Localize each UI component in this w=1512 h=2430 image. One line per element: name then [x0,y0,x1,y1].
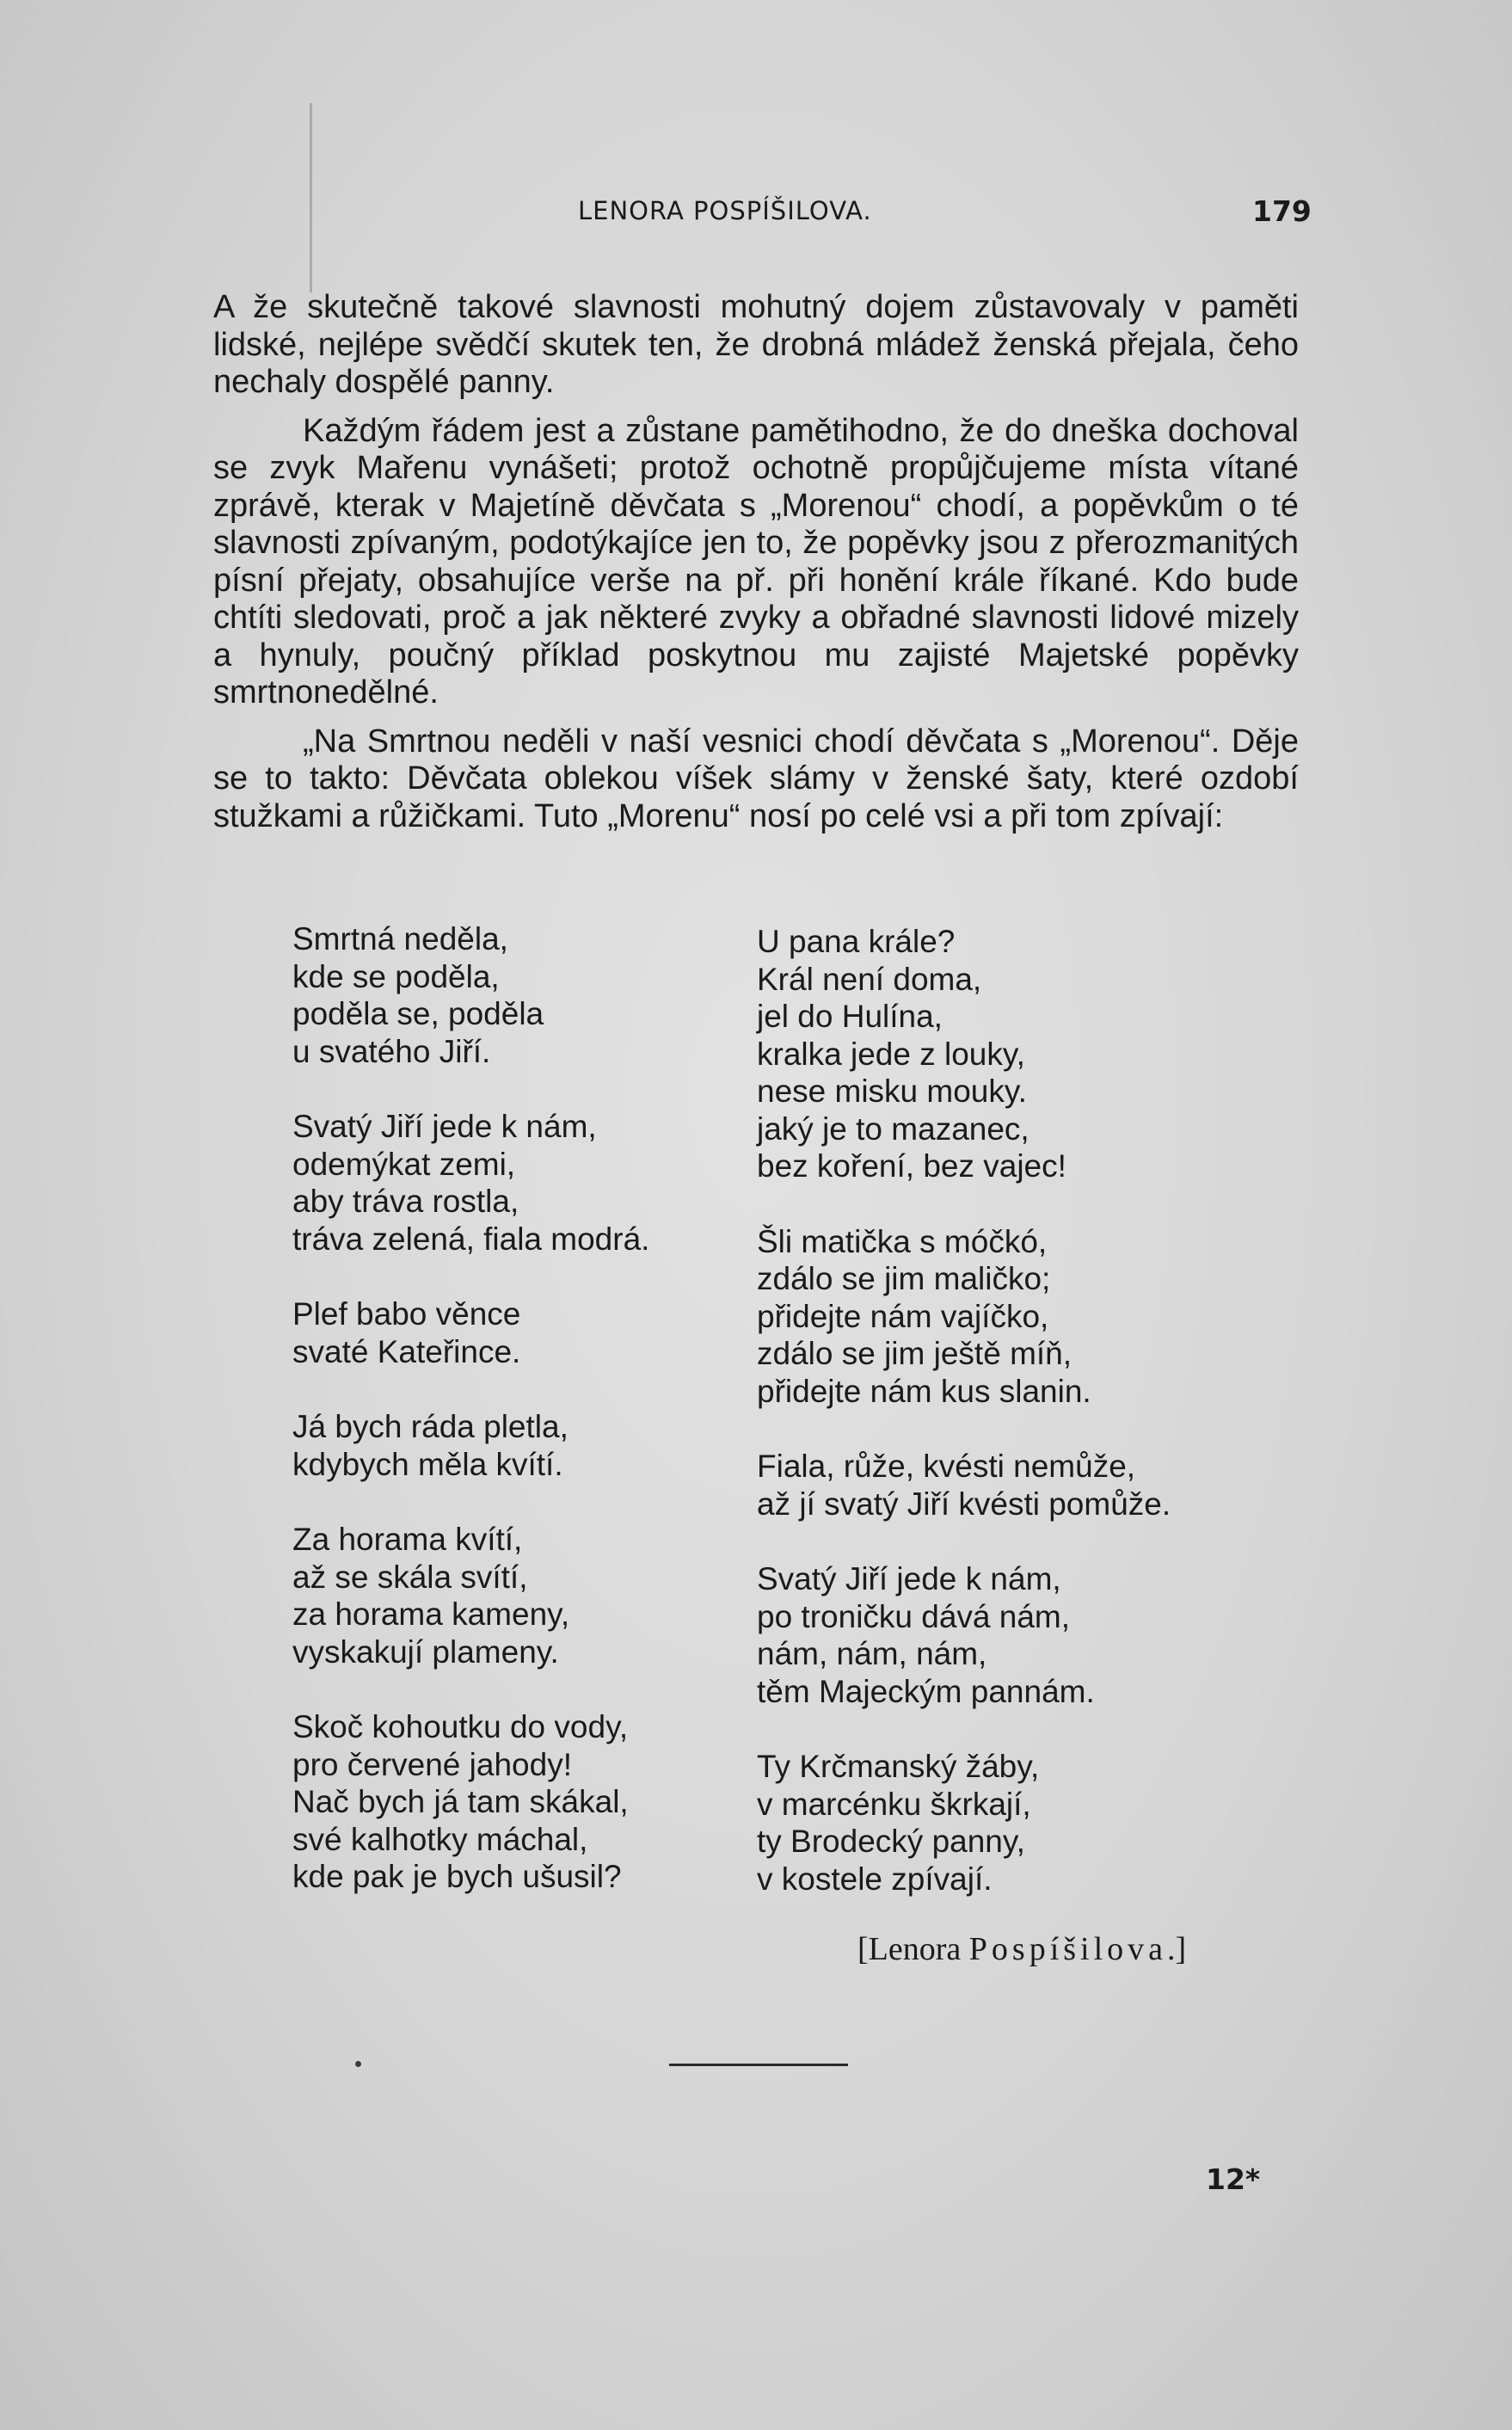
poem-stanza [292,1108,740,1258]
poem-verse-line: odemýkat zemi, [292,1146,516,1182]
poem-stanza [292,1408,740,1483]
poem-verse-line: Já bych ráda pletla, [292,1409,569,1444]
signature-open: [Lenora [857,1931,969,1967]
poem-verse-line: těm Majeckým pannám. [757,1673,1095,1709]
poem-verse-line: zdálo se jim maličko; [757,1261,1051,1296]
poem-verse-line: Za horama kvítí, [292,1522,523,1557]
paragraph: „Na Smrtnou neděli v naší vesnici chodí děvčata s „Morenou“. Děje se to takto: Děvčata oblekou víšek slámy v ženské šaty, které ozdobí stužkami a růžičkami. Tuto „Morenu“ nosí po celé vsi a při tom zpívají: [213,723,1299,834]
poem-stanza [757,1560,1238,1710]
author-signature [857,1930,1186,1968]
poem-verse-line: kde pak je bych ušusil? [292,1859,622,1894]
poem-verse-line: přidejte nám kus slanin. [757,1373,1091,1409]
poem-verse-line: kralka jede z louky, [757,1036,1025,1072]
poem-stanza [757,1223,1238,1411]
poem-verse-line: Ty Krčmanský žáby, [757,1749,1040,1784]
poem-verse-line: nám, nám, nám, [757,1636,987,1671]
poem-verse-line: jaký je to mazanec, [757,1110,1030,1147]
poem-verse-line: tráva zelená, fiala modrá. [292,1221,650,1257]
stray-dot [355,2061,361,2067]
poem-stanza [292,920,740,1070]
poem-verse-line: Svatý Jiří jede k nám, [292,1109,597,1144]
poem-verse-line: přidejte nám vajíčko, [757,1298,1049,1334]
poem-left-column [292,920,740,1934]
section-divider [669,2064,848,2066]
poem-verse-line: nese misku mouky. [757,1074,1027,1109]
poem-verse-line: aby tráva rostla, [292,1184,519,1219]
poem-verse-line: bez koření, bez vajec! [757,1148,1066,1184]
poem-verse-line: svaté Kateřince. [292,1333,521,1369]
poem-verse-line: Skoč kohoutku do vody, [292,1709,629,1744]
poem-verse-line: až jí svatý Jiří kvésti pomůže. [757,1486,1171,1522]
poem-verse-line: Fiala, růže, kvésti nemůže, [757,1449,1136,1484]
poem-verse-line: své kalhotky máchal, [292,1821,588,1857]
running-title: LENORA POSPÍŠILOVA. [578,196,872,225]
poem-verse-line: jel do Hulína, [757,999,943,1034]
poem-verse-line: poděla se, poděla [292,996,544,1031]
poem-verse-line: Plef babo věnce [292,1296,521,1332]
poem-verse-line: v marcénku škrkají, [757,1786,1031,1822]
poem-verse-line: u svatého Jiří. [292,1033,491,1069]
page-fold-shadow [310,103,312,292]
poem-verse-line: Nač bych já tam skákal, [292,1784,629,1819]
page-number: 179 [1252,194,1312,228]
poem-verse-line: U pana krále? [757,924,956,959]
poem-stanza [757,1748,1238,1898]
poem-right-column [757,923,1238,1935]
paragraph: A že skutečně takové slavnosti mohutný dojem zůstavovaly v paměti lidské, nejlépe svědčí skutek ten, že drobná mládež ženská přejala, čeho nechaly dospělé panny. [213,289,1299,400]
poem-stanza [292,1708,740,1896]
poem-verse-line: za horama kameny, [292,1596,570,1632]
poem-verse-line: po troničku dává nám, [757,1598,1071,1634]
poem-verse-line: kdybych měla kvítí. [292,1446,563,1482]
poem-stanza [757,923,1238,1185]
paragraph: Každým řádem jest a zůstane pamětihodno, že do dneška dochoval se zvyk Mařenu vynášeti; protož ochotně propůjčujeme místa vítané zprávě, kterak v Majetíně děvčata s „Morenou“ chodí, a popěvkům o té slavnosti zpívaným, podotýkajíce jen to, že popěvky jsou z přerozmanitých písní přejaty, obsahujíce verše na př. při honění krále říkané. Kdo bude chtíti sledovati, proč a jak některé zvyky a obřadné slavnosti lidové mizely a hynuly, poučný příklad poskytnou mu zajisté Majetské popěvky smrtnonedělné. [213,412,1299,711]
prose-section [213,289,1299,846]
poem-verse-line: Šli matička s móčkó, [757,1223,1048,1259]
poem-stanza [292,1521,740,1670]
poem-verse-line: zdálo se jim ještě míň, [757,1336,1073,1371]
poem-verse-line: Král není doma, [757,961,982,997]
poem-verse-line: kde se poděla, [292,958,500,994]
signature-close: .] [1167,1931,1187,1967]
printer-signature-mark: 12* [1206,2162,1261,2196]
poem-verse-line: pro červené jahody! [292,1746,572,1782]
poem-verse-line: Smrtná neděla, [292,921,508,957]
signature-name: Pospíšilova [968,1931,1168,1967]
poem-stanza [757,1448,1238,1523]
poem-verse-line: Svatý Jiří jede k nám, [757,1561,1061,1596]
poem-verse-line: vyskakují plameny. [292,1633,559,1670]
poem-verse-line: v kostele zpívají. [757,1861,993,1897]
poem-stanza [292,1295,740,1370]
poem-verse-line: ty Brodecký panny, [757,1824,1025,1859]
poem-verse-line: až se skála svítí, [292,1559,528,1595]
